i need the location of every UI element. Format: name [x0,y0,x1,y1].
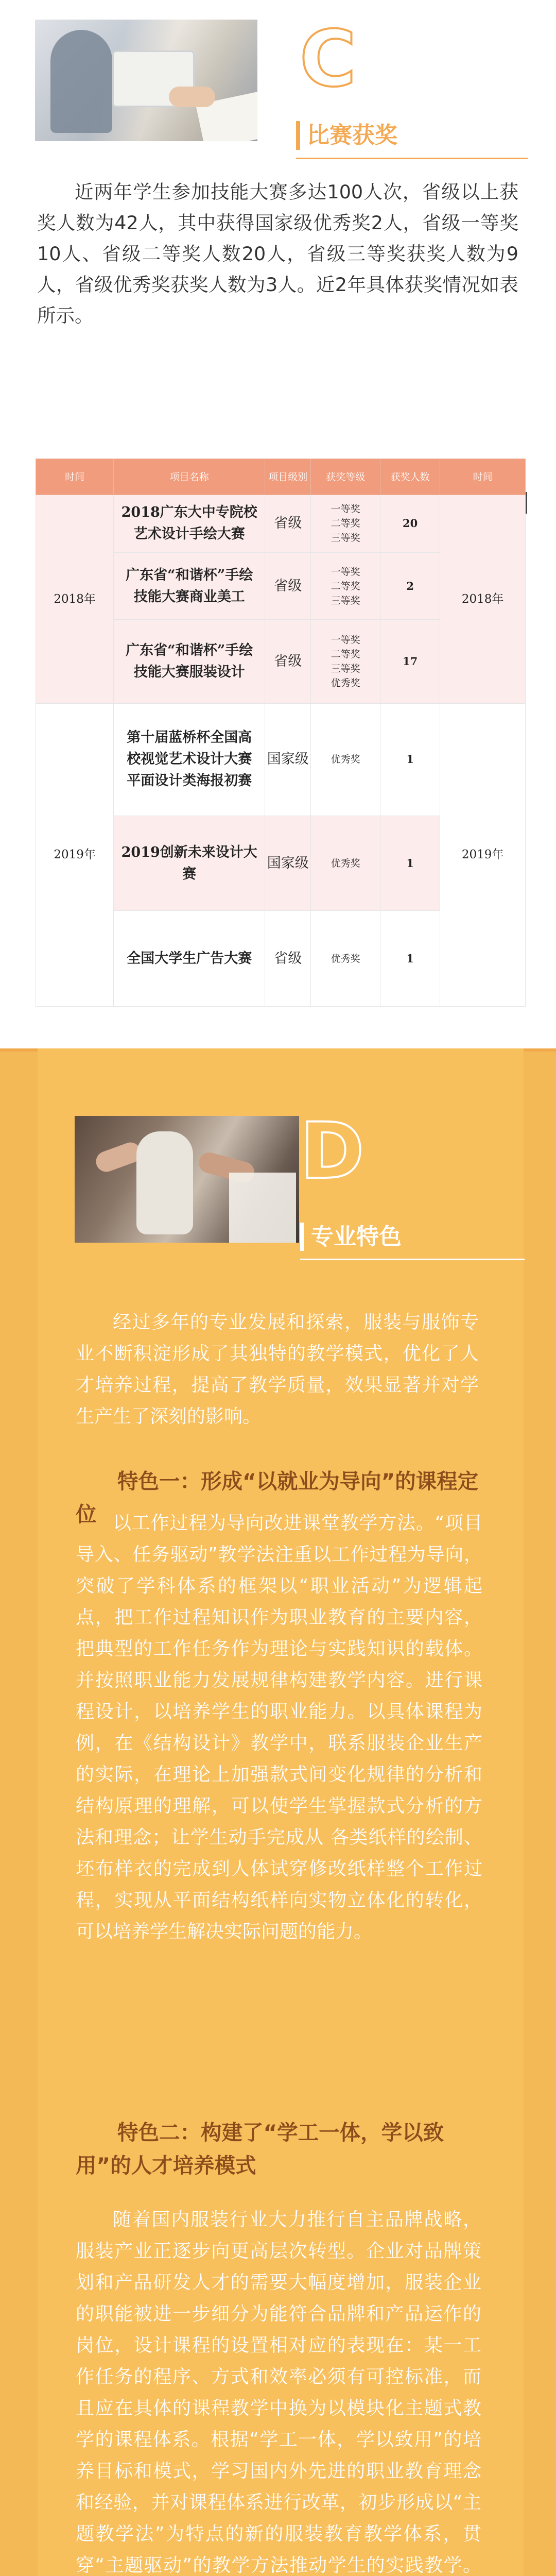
competition-cell: 广东省“和谐杯”手绘技能大赛商业美工 [114,552,265,620]
header-cell: 获奖人数 [380,459,440,495]
table-row [36,703,526,816]
header-cell: 时间 [36,459,114,495]
title-accent-bar [296,121,300,150]
section-letter-d: D [300,1107,364,1196]
features-intro-paragraph: 经过多年的专业发展和探索，服装与服饰专业不断积淀形成了其独特的教学模式，优化了人才培养过程，提高了教学质量，效果显著并对学生产生了深刻的影响。 [76,1312,479,1427]
title-underline [296,158,528,159]
section-title-features: 专业特色 [311,1224,402,1250]
year-cell: 2019年 [36,703,114,1006]
level-cell: 国家级 [265,816,311,910]
grade-cell: 一等奖 二等奖 三等奖 优秀奖 [311,620,380,703]
competition-cell: 2018广东大中专院校艺术设计手绘大赛 [114,495,265,553]
level-cell: 省级 [265,620,311,703]
grade-cell: 优秀奖 [311,911,380,1007]
tailoring-photo [75,1116,299,1243]
count-cell: 1 [380,911,440,1007]
awards-intro-paragraph: 近两年学生参加技能大赛多达100人次，省级以上获奖人数为42人，其中获得国家级优秀奖2人，省级一等奖10人、省级二等奖人数20人，省级三等奖获奖人数为9人，省级优秀奖获奖人数为3人。近2年具体获奖情况如表所示。 [37,181,518,327]
count-cell: 1 [380,703,440,816]
grade-cell: 优秀奖 [311,816,380,910]
competition-cell: 全国大学生广告大赛 [114,911,265,1007]
count-cell: 1 [380,816,440,910]
header-cell: 项目名称 [114,459,265,495]
grade-cell: 优秀奖 [311,703,380,816]
section-awards [0,0,556,1048]
section-letter-c: C [300,14,357,104]
level-cell: 省级 [265,552,311,620]
title-underline [300,1259,525,1260]
count-cell: 20 [380,495,440,553]
competition-cell: 2019创新未来设计大赛 [114,816,265,910]
year-cell: 2018年 [36,495,114,704]
competition-cell: 广东省“和谐杯”手绘技能大赛服装设计 [114,620,265,703]
header-cell: 时间 [440,459,526,495]
table-header-row [36,459,526,495]
count-cell: 17 [380,620,440,703]
competition-cell: 第十届蓝桥杯全国高校视觉艺术设计大赛平面设计类海报初赛 [114,703,265,816]
table-row [36,495,526,553]
awards-table [36,459,526,1007]
header-cell: 获奖等级 [311,459,380,495]
feature-2-title: 特色二：构建了“学工一体，学以致用”的人才培养模式 [76,2120,444,2178]
level-cell: 省级 [265,495,311,553]
grade-cell: 一等奖 二等奖 三等奖 [311,552,380,620]
year-cell: 2018年 [440,495,526,704]
table-scroll-indicator[interactable] [526,492,527,514]
year-cell: 2019年 [440,703,526,1006]
feature-2-body: 随着国内服装行业大力推行自主品牌战略，服装产业正逐步向更高层次转型。企业对品牌策划和产品研发人才的需要大幅度增加，服装企业的职能被进一步细分为能符合品牌和产品运作的岗位，设计课程的设置相对应的表现在：某一工作任务的程序、方式和效率必须有可控标准，而且应在具体的课程教学中换为以模块化主题式教学的课程体系。根据“学工一体，学以致用”的培养目标和模式，学习国内外先进的职业教育理念和经验，并对课程体系进行改革，初步形成以“主题教学法”为特点的新的服装教育教学体系，贯穿“主题驱动”的教学方法推动学生的实践教学。 [76,2209,481,2576]
sewing-photo [35,20,257,141]
grade-cell: 一等奖 二等奖 三等奖 [311,495,380,553]
level-cell: 国家级 [265,703,311,816]
feature-1-title: 特色一：形成“以就业为导向”的课程定位 [76,1469,479,1527]
section-title-awards: 比赛获奖 [307,122,397,148]
title-accent-bar [300,1223,304,1251]
header-cell: 项目级别 [265,459,311,495]
level-cell: 省级 [265,911,311,1007]
count-cell: 2 [380,552,440,620]
feature-1-body: 以工作过程为导向改进课堂教学方法。“项目导入、任务驱动”教学法注重以工作过程为导向，突破了学科体系的框架以“职业活动”为逻辑起点，把工作过程知识作为职业教育的主要内容，把典型的工作任务作为理论与实践知识的载体。并按照职业能力发展规律构建教学内容。进行课程设计，以培养学生的职业能力。以具体课程为例，在《结构设计》教学中，联系服装企业生产的实际，在理论上加强款式间变化规律的分析和结构原理的理解，可以使学生掌握款式分析的方法和理念；让学生动手完成从 各类纸样的绘制、坯布样衣的完成到人体试穿修改纸样整个工作过程，实现从平面结构纸样向实物立体化的转化，可以培养学生解决实际问题的能力。 [76,1513,482,1942]
